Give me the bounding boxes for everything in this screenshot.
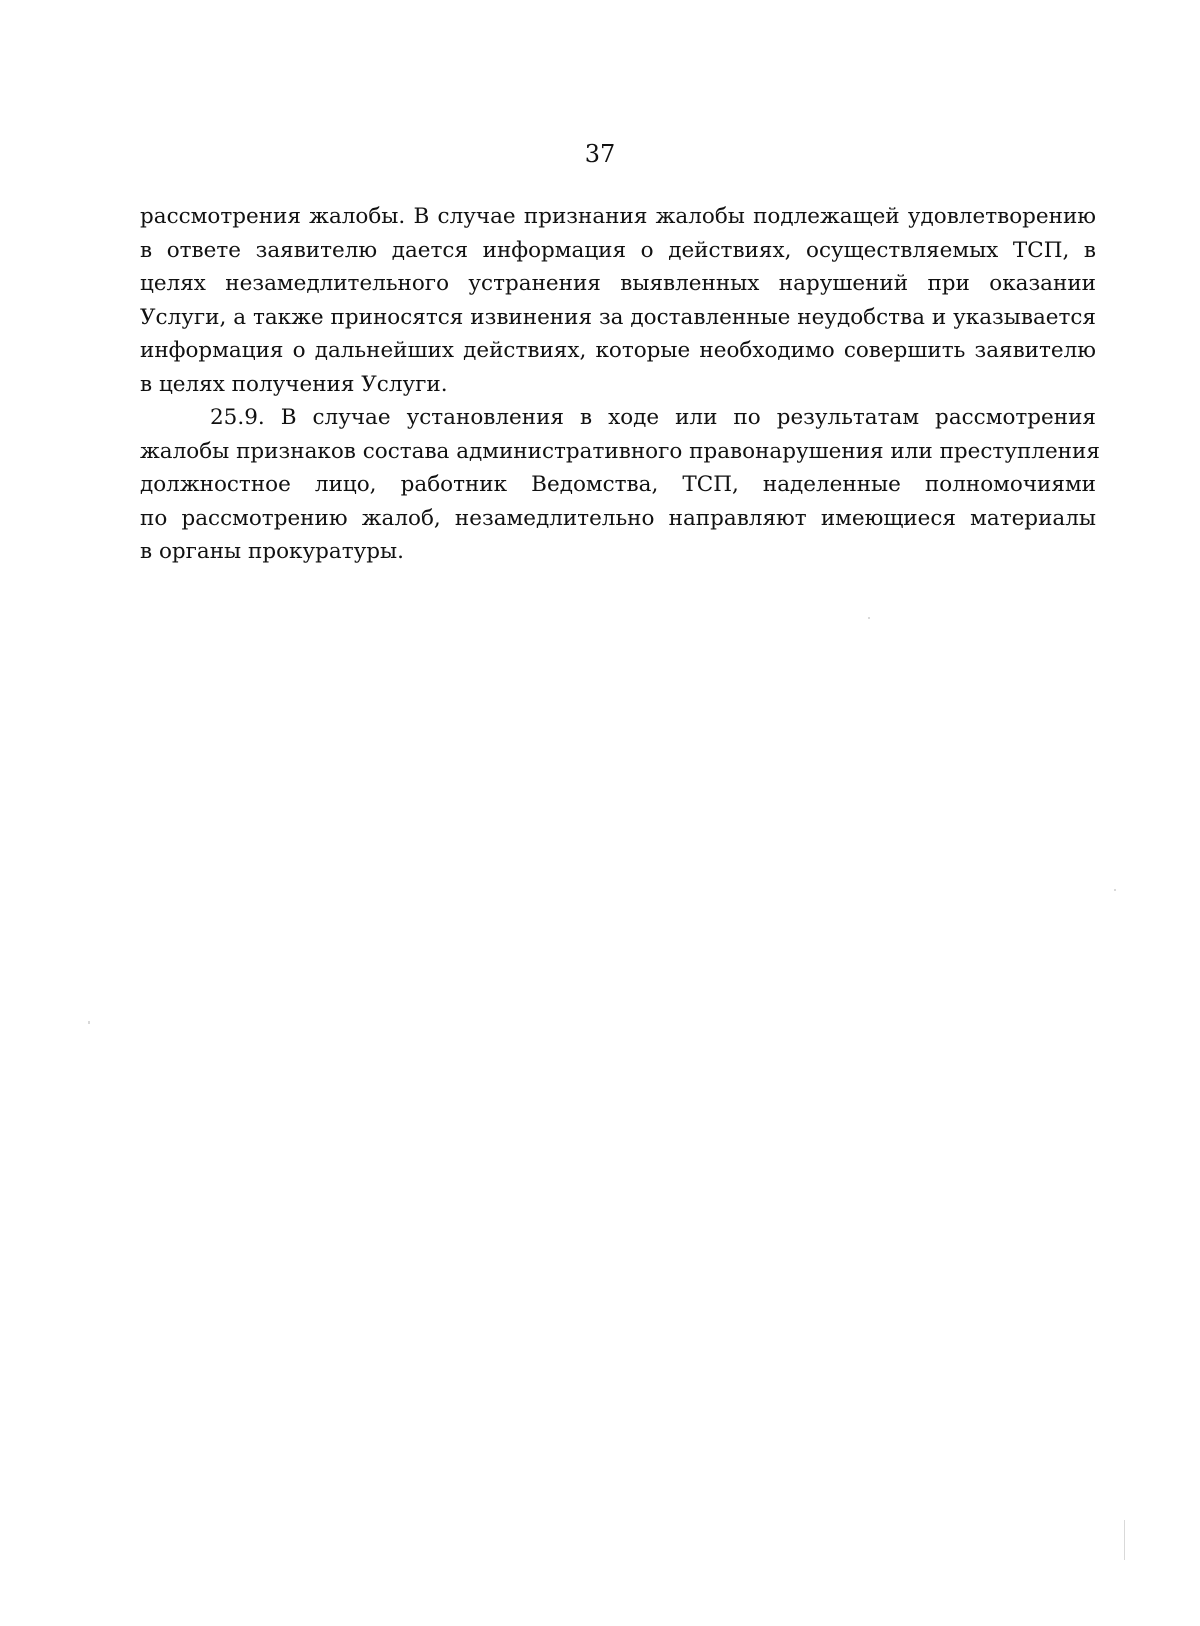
- document-body: [140, 200, 1100, 569]
- paragraph-2: [140, 401, 1100, 569]
- scan-artifact: [88, 1021, 90, 1024]
- text-line: в ответе заявителю дается информация о действиях, осуществляемых ТСП, в: [140, 237, 1096, 263]
- text-line: Услуги, а также приносятся извинения за доставленные неудобства и указывается: [140, 304, 1096, 330]
- text-line: 25.9. В случае установления в ходе или по результатам рассмотрения: [210, 405, 1096, 430]
- page-number: 37: [584, 140, 616, 168]
- paragraph-1: [140, 200, 1096, 401]
- text-line: в целях получения Услуги.: [140, 371, 448, 397]
- scan-artifact: [1124, 1520, 1125, 1560]
- scan-artifact: [868, 617, 870, 619]
- text-line: информация о дальнейших действиях, которые необходимо совершить заявителю: [140, 338, 1096, 363]
- text-line: целях незамедлительного устранения выявленных нарушений при оказании: [140, 271, 1096, 296]
- text-line: в органы прокуратуры.: [140, 539, 404, 564]
- text-line: рассмотрения жалобы. В случае признания жалобы подлежащей удовлетворению: [140, 204, 1096, 229]
- text-line: должностное лицо, работник Ведомства, ТСП, наделенные полномочиями: [140, 472, 1096, 497]
- scan-artifact: [1114, 889, 1116, 891]
- text-line: по рассмотрению жалоб, незамедлительно направляют имеющиеся материалы: [140, 505, 1096, 531]
- text-line: жалобы признаков состава административного правонарушения или преступления: [140, 438, 1100, 464]
